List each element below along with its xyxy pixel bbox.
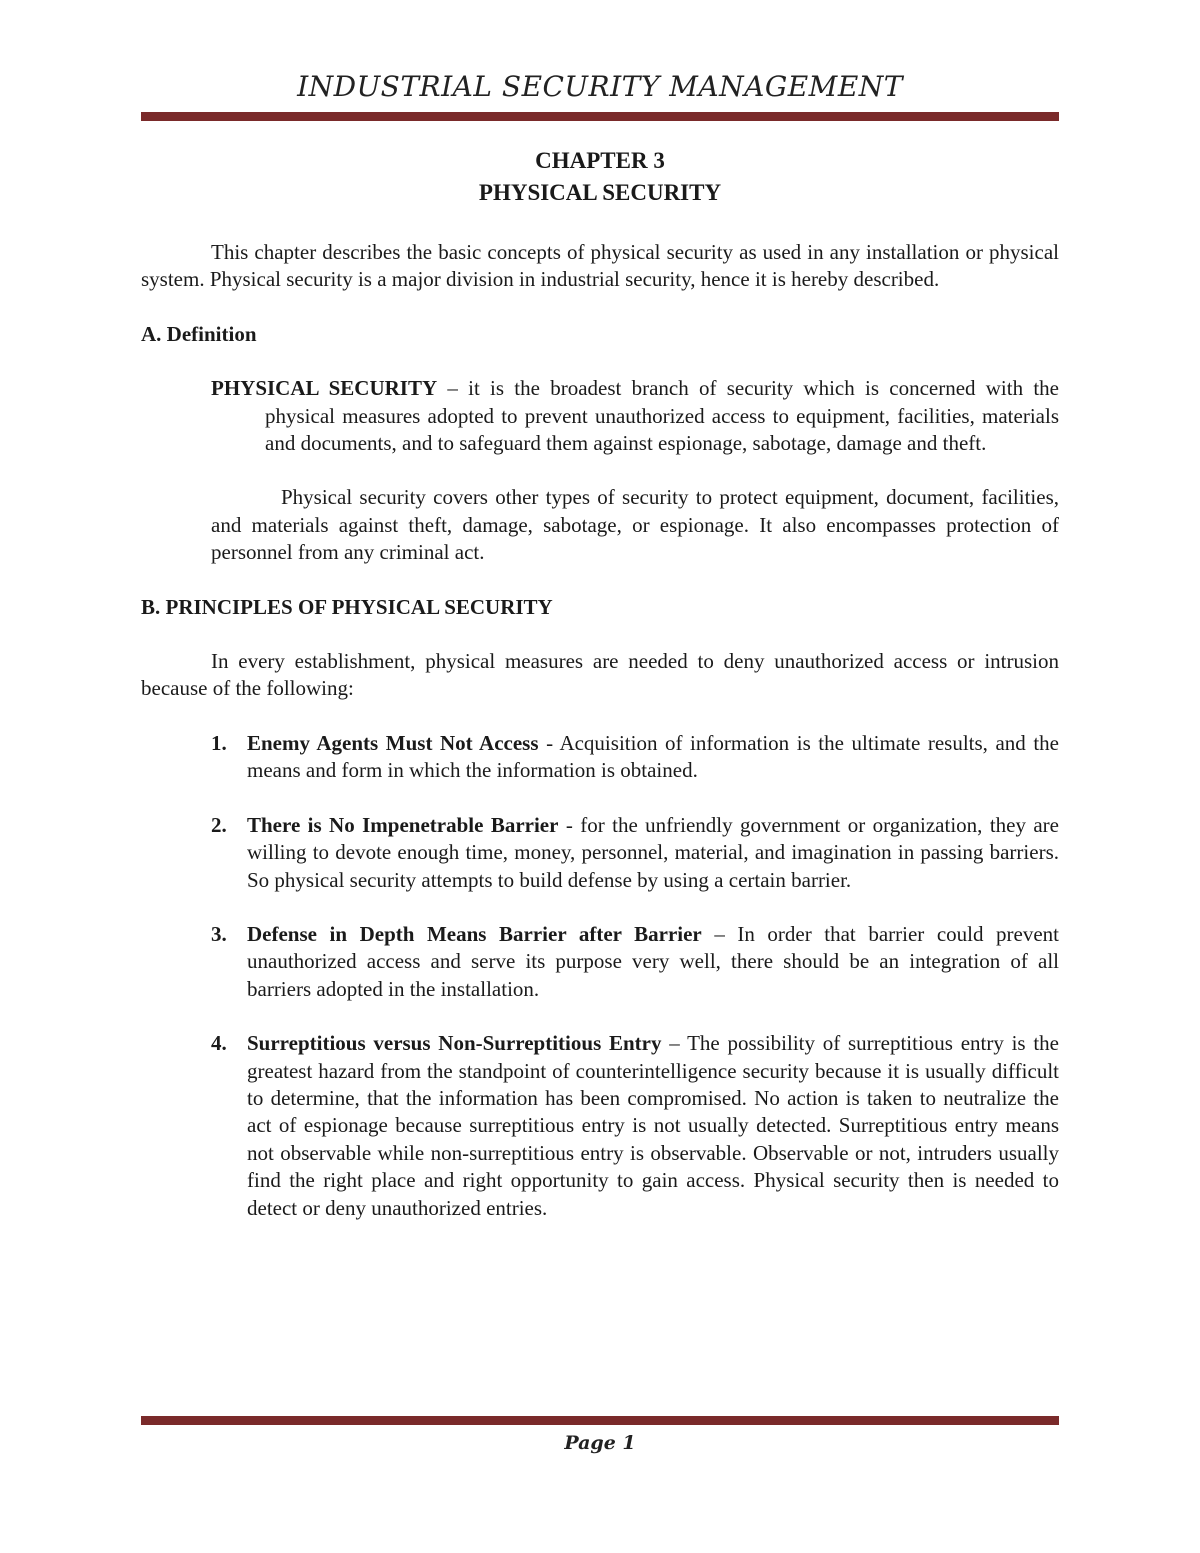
principle-number: 1. xyxy=(211,730,227,755)
principle-title: There is No Impenetrable Barrier xyxy=(247,812,559,837)
header-rule xyxy=(141,112,1059,121)
principle-item xyxy=(211,1030,1059,1222)
principle-item xyxy=(211,730,1060,785)
chapter-title: PHYSICAL SECURITY xyxy=(478,180,722,205)
section-a-heading: A. Definition xyxy=(141,321,257,346)
page-number: Page 1 xyxy=(564,1432,636,1454)
principle-text: - for the unfriendly government or organization, they are willing to devote enough time, money, personnel, material, and imagination in passing barriers. So physical security attempts to build defense by using a certain barrier. xyxy=(247,812,1059,892)
chapter-number: CHAPTER 3 xyxy=(535,148,665,173)
definition-paragraph xyxy=(211,375,1059,457)
principle-title: Defense in Depth Means Barrier after Barrier xyxy=(247,921,702,946)
principle-text: - Acquisition of information is the ultimate results, and the means and form in which the information is obtained. xyxy=(247,730,1060,783)
intro-paragraph: This chapter describes the basic concepts of physical security as used in any installation or physical system. Physical security is a major division in industrial security, hence it is hereby described. xyxy=(141,240,1059,292)
principles-list xyxy=(141,730,1059,1222)
principle-title: Surreptitious versus Non-Surreptitious Entry xyxy=(247,1031,662,1056)
principles-intro: In every establishment, physical measures are needed to deny unauthorized access or intrusion because of the following: xyxy=(141,649,1059,701)
page-content xyxy=(141,145,1059,1249)
footer-rule xyxy=(141,1416,1059,1425)
definition-term: PHYSICAL SECURITY xyxy=(211,376,438,401)
principle-title: Enemy Agents Must Not Access xyxy=(247,730,539,755)
principle-text: – In order that barrier could prevent unauthorized access and serve its purpose very well, there should be an integration of all barriers adopted in the installation. xyxy=(247,921,1060,1001)
principle-number: 3. xyxy=(211,921,227,946)
principle-number: 2. xyxy=(211,812,227,837)
section-b-heading: B. PRINCIPLES OF PHYSICAL SECURITY xyxy=(141,594,553,619)
principle-item xyxy=(211,921,1060,1003)
definition-text: – it is the broadest branch of security which is concerned with the physical measures adopted to prevent unauthorized access to equipment, facilities, materials and documents, and to safeguard them against espionage, sabotage, damage and theft. xyxy=(265,376,1060,456)
principle-text: – The possibility of surreptitious entry is the greatest hazard from the standpoint of counterintelligence security because it is usually difficult to determine, that the information has been compromised. No action is taken to neutralize the act of espionage because surreptitious entry is not usually detected. Surreptitious entry means not observable while non-surreptitious entry is observable. Observable or not, intruders usually find the right place and right opportunity to gain access. Physical security then is needed to detect or deny unauthorized entries. xyxy=(247,1031,1059,1220)
coverage-paragraph: Physical security covers other types of security to protect equipment, document, facilities, and materials against theft, damage, sabotage, or espionage. It also encompasses protection of personnel from any criminal act. xyxy=(211,485,1059,565)
document-header-title: INDUSTRIAL SECURITY MANAGEMENT xyxy=(297,70,903,103)
principle-item xyxy=(211,812,1059,894)
principle-number: 4. xyxy=(211,1031,227,1056)
